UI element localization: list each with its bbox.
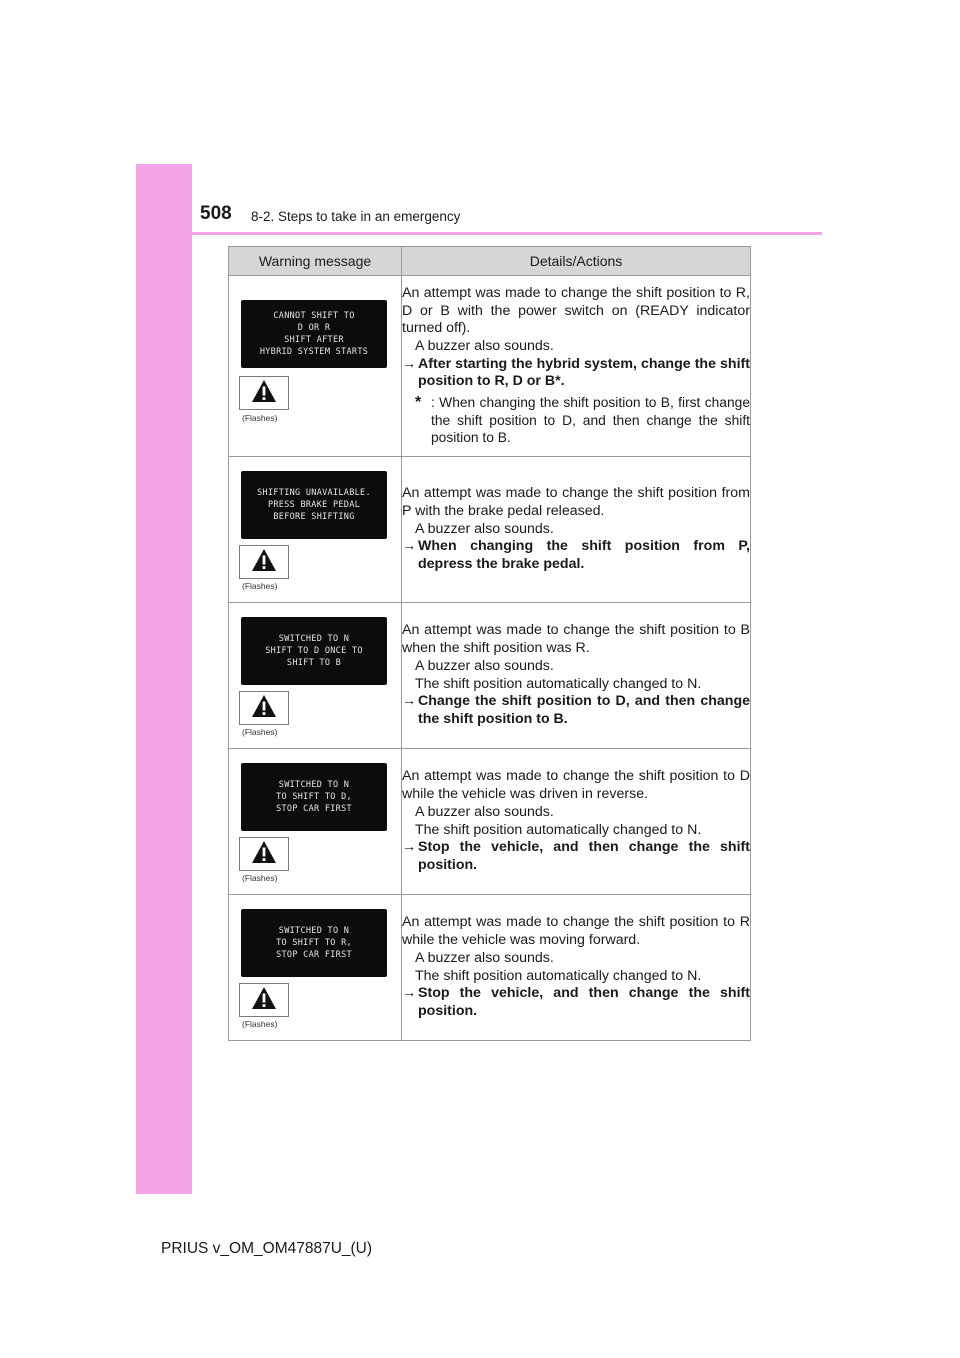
- flashes-label: (Flashes): [242, 727, 278, 737]
- action-item: [402, 839, 750, 874]
- display-line: CANNOT SHIFT TO: [273, 311, 355, 321]
- table-row: [229, 749, 751, 895]
- asterisk-icon: *: [415, 394, 422, 412]
- warning-light-box: [239, 691, 289, 725]
- action-item: [402, 985, 750, 1020]
- right-arrow-icon: →: [402, 839, 417, 856]
- table-header-row: [229, 247, 751, 276]
- action-text: Stop the vehicle, and then change the shift position.: [418, 985, 750, 1019]
- display-line: TO SHIFT TO D,: [276, 792, 352, 802]
- warning-message-cell: [229, 603, 402, 749]
- warning-triangle-svg: [250, 839, 278, 865]
- multi-info-display: [241, 300, 387, 368]
- multi-info-display: [241, 471, 387, 539]
- details-actions-cell: [402, 276, 751, 457]
- warning-message-cell: [229, 457, 402, 603]
- warning-message-cell: [229, 749, 402, 895]
- right-arrow-icon: →: [402, 693, 417, 710]
- warning-message-cell: [229, 276, 402, 457]
- footnote-text: : When changing the shift position to B, first change the shift position to D, and then change the shift position to B.: [431, 395, 750, 446]
- auto-change-text: The shift position automatically changed to N.: [415, 821, 702, 838]
- right-arrow-icon: →: [402, 355, 417, 372]
- buzzer-text: A buzzer also sounds.: [415, 337, 554, 354]
- display-line: HYBRID SYSTEM STARTS: [259, 347, 369, 357]
- display-line: SWITCHED TO N: [278, 780, 350, 790]
- action-text: Change the shift position to D, and then change the shift position to B.: [418, 693, 750, 727]
- side-color-band: [136, 164, 192, 1194]
- display-line: SHIFT AFTER: [284, 335, 344, 345]
- table-row: [229, 457, 751, 603]
- details-actions-cell: [402, 749, 751, 895]
- right-arrow-icon: →: [402, 538, 417, 555]
- warning-triangle-svg: [250, 547, 278, 573]
- warning-triangle-svg: [250, 378, 278, 404]
- display-line: PRESS BRAKE PEDAL: [267, 500, 361, 510]
- flashes-label: (Flashes): [242, 581, 278, 591]
- multi-info-display: [241, 909, 387, 977]
- warning-triangle-icon: [250, 378, 278, 409]
- display-line: SWITCHED TO N: [278, 634, 350, 644]
- action-item: [402, 538, 750, 573]
- warning-triangle-icon: [250, 547, 278, 578]
- detail-text: An attempt was made to change the shift position to R while the vehicle was moving forward.: [402, 914, 750, 949]
- action-text: When changing the shift position from P, depress the brake pedal.: [418, 538, 750, 573]
- action-item: [402, 693, 750, 728]
- table-row: [229, 603, 751, 749]
- action-text: After starting the hybrid system, change the shift position to R, D or B*.: [418, 355, 750, 390]
- warning-triangle-svg: [250, 693, 278, 719]
- details-actions-cell: [402, 895, 751, 1041]
- action-item: [402, 356, 750, 391]
- warning-triangle-icon: [250, 985, 278, 1016]
- multi-info-display: [241, 617, 387, 685]
- details-actions-cell: [402, 457, 751, 603]
- display-line: TO SHIFT TO R,: [276, 938, 352, 948]
- warning-message-table: [228, 246, 751, 1041]
- document-code: PRIUS v_OM_OM47887U_(U): [161, 1240, 373, 1257]
- section-title: 8-2. Steps to take in an emergency: [251, 209, 461, 224]
- auto-change-text: The shift position automatically changed to N.: [415, 967, 702, 984]
- action-text: Stop the vehicle, and then change the shift position.: [418, 839, 750, 873]
- header-rule: [136, 232, 822, 235]
- display-line: STOP CAR FIRST: [276, 950, 352, 960]
- warning-light-box: [239, 545, 289, 579]
- multi-info-display: [241, 763, 387, 831]
- column-header-details-actions: Details/Actions: [402, 247, 751, 276]
- flashes-label: (Flashes): [242, 873, 278, 883]
- display-line: BEFORE SHIFTING: [273, 512, 355, 522]
- right-arrow-icon: →: [402, 985, 417, 1002]
- warning-light-box: [239, 376, 289, 410]
- warning-triangle-icon: [250, 839, 278, 870]
- buzzer-text: A buzzer also sounds.: [415, 520, 554, 537]
- detail-text: An attempt was made to change the shift position from P with the brake pedal released.: [402, 485, 750, 519]
- warning-light-box: [239, 983, 289, 1017]
- warning-message-cell: [229, 895, 402, 1041]
- warning-light-box: [239, 837, 289, 871]
- display-line: SWITCHED TO N: [278, 926, 350, 936]
- buzzer-text: A buzzer also sounds.: [415, 949, 554, 966]
- display-line: D OR R: [297, 323, 331, 333]
- table-row: [229, 276, 751, 457]
- buzzer-text: A buzzer also sounds.: [415, 803, 554, 820]
- page-number: 508: [200, 203, 232, 224]
- display-line: SHIFT TO D ONCE TO: [265, 646, 363, 656]
- table-row: [229, 895, 751, 1041]
- buzzer-text: A buzzer also sounds.: [415, 657, 554, 674]
- flashes-label: (Flashes): [242, 413, 278, 423]
- details-actions-cell: [402, 603, 751, 749]
- flashes-label: (Flashes): [242, 1019, 278, 1029]
- detail-text: An attempt was made to change the shift position to D while the vehicle was driven in reverse.: [402, 768, 750, 803]
- auto-change-text: The shift position automatically changed to N.: [415, 675, 702, 692]
- detail-text: An attempt was made to change the shift position to B when the shift position was R.: [402, 622, 750, 657]
- display-line: SHIFTING UNAVAILABLE.: [257, 488, 371, 498]
- footnote: [402, 394, 750, 447]
- display-line: STOP CAR FIRST: [276, 804, 352, 814]
- warning-triangle-svg: [250, 985, 278, 1011]
- display-line: SHIFT TO B: [286, 658, 342, 668]
- warning-triangle-icon: [250, 693, 278, 724]
- column-header-warning-message: Warning message: [229, 247, 402, 276]
- detail-text: An attempt was made to change the shift position to R, D or B with the power switch on (READY indicator turned off).: [402, 284, 750, 337]
